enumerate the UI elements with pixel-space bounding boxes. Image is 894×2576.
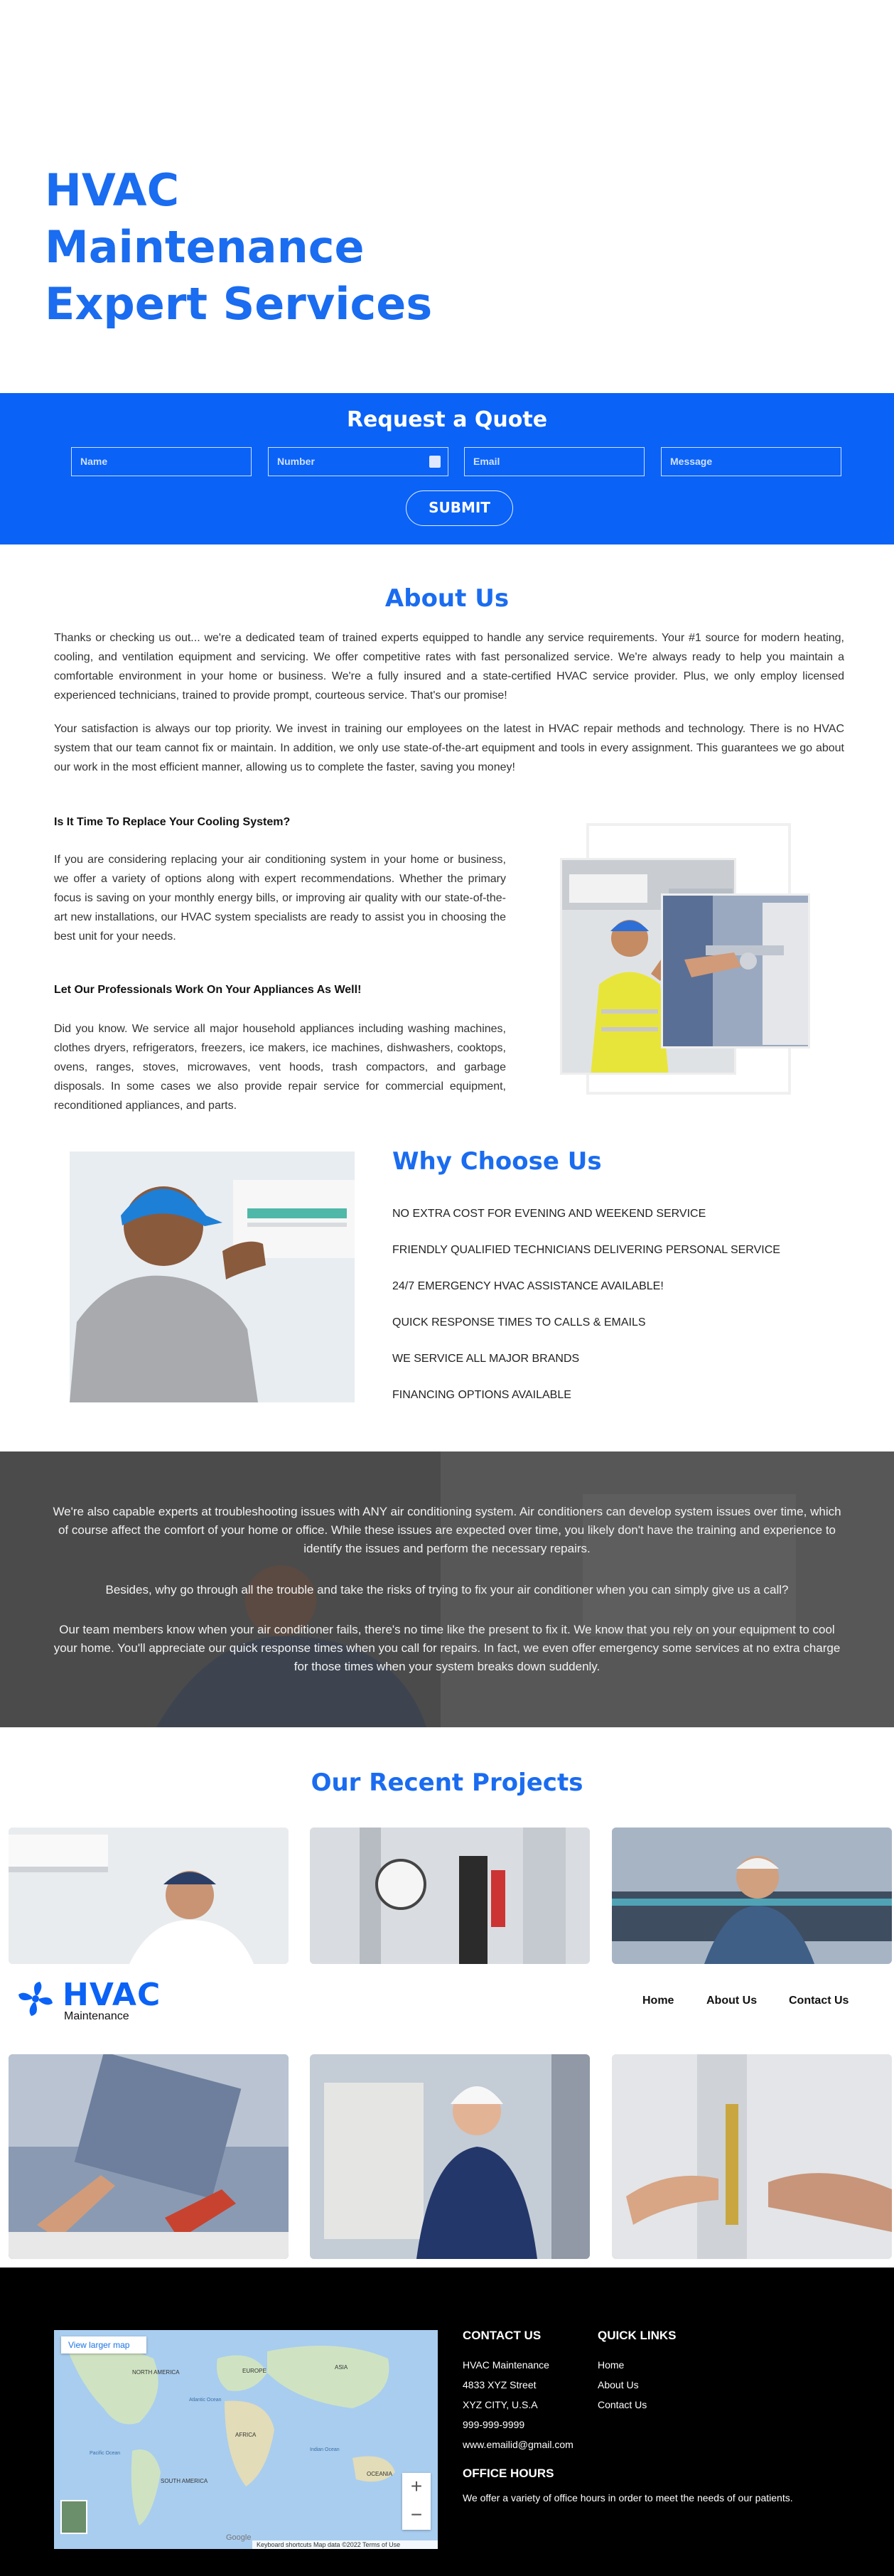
troubleshooting-band xyxy=(0,1451,894,1727)
replace-system-heading: Is It Time To Replace Your Cooling System? xyxy=(54,816,291,828)
footer-link-contact[interactable]: Contact Us xyxy=(598,2399,647,2410)
list-item: WE SERVICE ALL MAJOR BRANDS xyxy=(392,1353,580,1365)
office-hours-text: We offer a variety of office hours in order to meet the needs of our patients. xyxy=(463,2492,793,2503)
project-image xyxy=(9,1828,289,1964)
map-label: OCEANIA xyxy=(367,2471,393,2477)
map-label: Atlantic Ocean xyxy=(189,2398,222,2403)
quote-heading: Request a Quote xyxy=(346,407,548,432)
contact-line: HVAC Maintenance xyxy=(463,2359,549,2371)
appliances-text: Did you know. We service all major household appliances including washing machines, clothes dryers, refrigerators, freezers, ice makers, ice machines, dishwashers, cooktops, ovens, ranges, stoves, microwaves, vent hoods, trash compactors, and garbage disposals. In some cases we also provide repair service for commercial equipment, reconditioned appliances, and parts. xyxy=(54,1023,506,1112)
submit-button[interactable]: SUBMIT xyxy=(406,490,513,526)
about-heading: About Us xyxy=(384,584,510,613)
list-item: 24/7 EMERGENCY HVAC ASSISTANCE AVAILABLE! xyxy=(392,1280,664,1292)
nav-about[interactable]: About Us xyxy=(706,1995,758,2007)
number-field[interactable]: Number xyxy=(268,447,448,476)
contact-heading: CONTACT US xyxy=(463,2329,542,2342)
name-field[interactable]: Name xyxy=(71,447,252,476)
band-paragraph-3: Our team members know when your air conditioner fails, there's no time like the present to fix it. We know that you rely on your equipment to cool your home. You'll appreciate our quick response times when you call for repairs. In fact, we even offer emergency some services at no extra charge for those times when your system breaks down suddenly. xyxy=(53,1623,841,1673)
technician-portrait-photo xyxy=(70,1152,355,1402)
email-field[interactable]: Email xyxy=(464,447,645,476)
why-list xyxy=(392,1207,833,1424)
contact-phone[interactable]: 999-999-9999 xyxy=(463,2419,525,2430)
list-item: FINANCING OPTIONS AVAILABLE xyxy=(392,1389,571,1401)
fan-logo-icon xyxy=(17,1980,54,2017)
footer-link-about[interactable]: About Us xyxy=(598,2379,639,2390)
map-label: SOUTH AMERICA xyxy=(161,2478,208,2484)
logo-subtitle: Maintenance xyxy=(64,2010,129,2022)
map-label: EUROPE xyxy=(242,2368,266,2374)
list-item: NO EXTRA COST FOR EVENING AND WEEKEND SERVICE xyxy=(392,1208,706,1220)
map-label: NORTH AMERICA xyxy=(132,2369,180,2376)
map-label: Pacific Ocean xyxy=(90,2451,121,2456)
project-image xyxy=(310,2054,590,2259)
footer-link-home[interactable]: Home xyxy=(598,2359,625,2371)
about-paragraph-1: Thanks or checking us out... we're a dedicated team of trained experts equipped to handle any service requirements. Your #1 source for modern heating, cooling, and ventilation equipment and servicing. We offer competitive rates with fast personalized service. We're always ready to help you maintain a comfortable environment in your home or business. We're a fully insured and a state-certified HVAC service provider. Plus, we only employ licensed experienced technicians, trained to provide prompt, courteous service. That's our promise! xyxy=(54,632,844,702)
projects-heading: Our Recent Projects xyxy=(311,1769,583,1797)
nav-contact[interactable]: Contact Us xyxy=(789,1995,849,2007)
contact-line: XYZ CITY, U.S.A xyxy=(463,2399,538,2410)
why-heading: Why Choose Us xyxy=(392,1147,602,1176)
replace-system-text: If you are considering replacing your air conditioning system in your home or business, we offer a variety of options along with expert recommendations. Whether the primary focus is saving on your monthly energy bills, or improving air quality with our state-of-the-art new installations, our HVAC system specialists are ready to assist you in choosing the best unit for your needs. xyxy=(54,854,506,943)
nav-home[interactable]: Home xyxy=(642,1995,674,2007)
appliances-heading: Let Our Professionals Work On Your Appliances As Well! xyxy=(54,984,362,996)
contact-email[interactable]: www.emailid@gmail.com xyxy=(463,2439,573,2450)
map-zoom-control xyxy=(402,2473,431,2530)
zoom-in-icon[interactable]: + xyxy=(410,2475,423,2497)
list-item: QUICK RESPONSE TIMES TO CALLS & EMAILS xyxy=(392,1316,646,1329)
project-image xyxy=(310,1828,590,1964)
location-map[interactable] xyxy=(54,2330,438,2549)
band-paragraph-1: We're also capable experts at troubleshooting issues with ANY air conditioning system. Air conditioners can develop system issues over time, which of course affect the comfort of your home or office. While these issues are expected over time, you likely don't have the training and experience to identify the issues and perform the necessary repairs. xyxy=(53,1505,841,1555)
office-hours-heading: OFFICE HOURS xyxy=(463,2467,554,2480)
list-item: FRIENDLY QUALIFIED TECHNICIANS DELIVERING PERSONAL SERVICE xyxy=(392,1244,780,1256)
project-image xyxy=(612,2054,892,2259)
map-label: AFRICA xyxy=(235,2432,257,2438)
project-image xyxy=(612,1828,892,1964)
number-stepper-icon[interactable] xyxy=(429,456,441,468)
about-paragraph-2: Your satisfaction is always our top priority. We invest in training our employees on the latest in HVAC repair methods and technology. There is no HVAC system that our team cannot fix or maintain. In addition, we only use state-of-the-art equipment and tools in every assignment. This guarantees we go about our work in the most efficient manner, allowing us to complete the faster, saving you money! xyxy=(54,723,844,773)
contact-line: 4833 XYZ Street xyxy=(463,2379,537,2390)
quick-links xyxy=(598,2355,647,2415)
google-logo: Google xyxy=(226,2533,252,2542)
view-larger-map-link[interactable]: View larger map xyxy=(61,2336,146,2354)
map-label: ASIA xyxy=(335,2364,348,2371)
project-image xyxy=(9,2054,289,2259)
band-paragraph-2: Besides, why go through all the trouble and take the risks of trying to fix your air conditioner when you can simply give us a call? xyxy=(105,1583,789,1596)
logo-text[interactable]: HVAC xyxy=(63,1977,161,2013)
ac-repair-photo xyxy=(661,893,810,1048)
zoom-out-icon[interactable]: − xyxy=(410,2503,423,2526)
quick-links-heading: QUICK LINKS xyxy=(598,2329,677,2342)
message-field[interactable]: Message xyxy=(661,447,841,476)
contact-details xyxy=(463,2355,573,2454)
map-label: Indian Ocean xyxy=(310,2447,340,2452)
quote-section xyxy=(0,393,894,544)
hero-title: HVAC Maintenance Expert Services xyxy=(45,164,433,330)
map-attribution[interactable]: Keyboard shortcuts Map data ©2022 Terms of Use xyxy=(252,2540,438,2549)
